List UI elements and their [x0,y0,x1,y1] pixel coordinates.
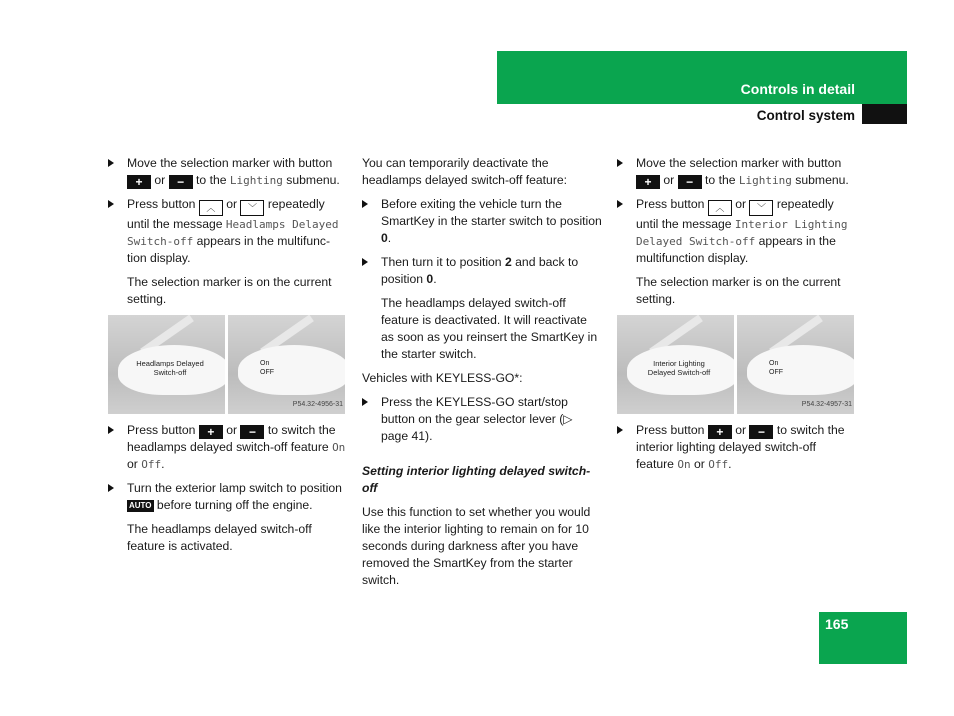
bullet-arrow-icon [108,426,114,434]
down-button-icon: ﹀ [749,200,773,216]
section-subtitle: Control system [756,108,855,123]
step-select-lighting: Move the selection marker with button + or − to the Lighting submenu. [617,155,857,189]
display-photo-options [737,315,854,414]
body-interior-lighting: Use this function to set whether you would like the interior lighting to remain on for 10 seconds during darkness after you have removed the SmartKey from the starter switch. [362,505,591,587]
plus-button-icon: + [636,175,660,189]
intro-text: You can temporarily deactivate the headlamps delayed switch-off feature: [362,156,568,187]
step-turn-lamp-switch: Turn the exterior lamp switch to position AUTO before turning off the engine. [108,480,348,514]
bullet-arrow-icon [617,426,623,434]
up-button-icon: ︿ [199,200,223,216]
bullet-arrow-icon [362,258,368,266]
bullet-arrow-icon [617,200,623,208]
display-photo-options [228,315,345,414]
step-press-button: Press button ︿ or ﹀ repeatedly until the message Interior Lighting Delayed Switch-off appears in the multifunction display. [617,196,857,267]
up-button-icon: ︿ [708,200,732,216]
minus-button-icon: − [678,175,702,189]
plus-button-icon: + [199,425,223,439]
step-keyless-go: Press the KEYLESS-GO start/stop button on the gear selector lever (▷ page 41). [362,394,602,445]
bullet-arrow-icon [362,200,368,208]
section-title: Controls in detail [740,81,855,97]
bullet-arrow-icon [617,159,623,167]
display-photo-message [617,315,734,414]
note-selection-marker: The selection marker is on the current setting. [636,275,841,306]
plus-button-icon: + [708,425,732,439]
subheading-interior-lighting: Setting interior lighting delayed switch-off [362,464,591,495]
minus-button-icon: − [240,425,264,439]
minus-button-icon: − [169,175,193,189]
step-select-lighting: Move the selection marker with button + or − to the Lighting submenu. [108,155,348,189]
column-left [108,155,348,562]
display-option-on: On [260,360,270,367]
column-middle [362,155,602,596]
display-photo-message [108,315,225,414]
column-right [617,155,857,480]
display-message: Headlamps Delayed Switch-off [136,359,204,377]
photo-code: P54.32-4957-31 [801,401,852,408]
display-photos [617,315,855,414]
bullet-arrow-icon [362,398,368,406]
header-tab-marker [862,104,907,124]
auto-position-icon: AUTO [129,501,152,510]
step-press-button: Press button ︿ or ﹀ repeatedly until the message Headlamps Delayed Switch-off appears in the multifunc-tion display. [108,196,348,267]
keyless-text: Vehicles with KEYLESS-GO*: [362,371,523,385]
note-selection-marker: The selection marker is on the current setting. [127,275,332,306]
down-button-icon: ﹀ [240,200,264,216]
bullet-arrow-icon [108,159,114,167]
page-number: 165 [825,616,849,632]
display-option-off: OFF [769,369,783,376]
note-activated: The headlamps delayed switch-off feature is activated. [127,522,312,553]
bullet-arrow-icon [108,484,114,492]
display-option-on: On [769,360,779,367]
note-deactivated: The headlamps delayed switch-off feature is deactivated. It will reactivate as soon as you reinsert the SmartKey in the starter switch. [381,296,598,361]
minus-button-icon: − [749,425,773,439]
step-switch-feature: Press button + or − to switch the interior lighting delayed switch-off feature On or Off. [617,422,857,473]
bullet-arrow-icon [108,200,114,208]
display-message: Interior Lighting Delayed Switch-off [647,359,711,377]
plus-button-icon: + [127,175,151,189]
photo-code: P54.32-4956-31 [292,401,343,408]
display-photos [108,315,346,414]
display-option-off: OFF [260,369,274,376]
step-turn-position: Then turn it to position 2 and back to position 0. [362,254,602,288]
step-turn-smartkey: Before exiting the vehicle turn the SmartKey in the starter switch to position 0. [362,196,602,247]
step-switch-feature: Press button + or − to switch the headlamps delayed switch-off feature On or Off. [108,422,348,473]
